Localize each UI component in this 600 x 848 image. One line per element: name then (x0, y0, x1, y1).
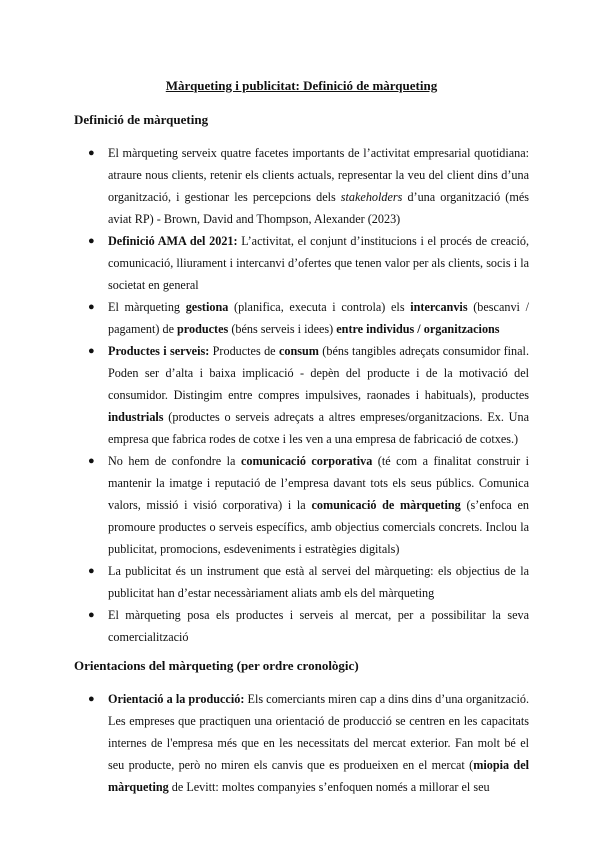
section-heading: Definició de màrqueting (74, 112, 209, 127)
bullet-list (74, 142, 529, 648)
list-item (74, 296, 529, 340)
text-segment: (s’enfoca en promoure productes o serveis específics, amb objectius comercials concrets. Inclou la publicitat, promocions, esdeveniments i estratègies digitals) (108, 498, 529, 556)
section-definicio (74, 112, 529, 648)
bullet-icon: ● (88, 147, 95, 159)
text-segment: (té com a finalitat construir i mantenir la imatge i reputació de l’empresa davant tots els seus públics. Comunica valors, missió i visió corporativa) i la (108, 454, 529, 512)
text-segment: productes (177, 322, 229, 336)
text-segment: Definició AMA del 2021: (108, 234, 238, 248)
bullet-icon: ● (88, 345, 95, 357)
bullet-icon: ● (88, 301, 95, 313)
bullet-icon: ● (88, 609, 95, 621)
text-segment: comunicació corporativa (240, 454, 373, 468)
bullet-icon: ● (88, 693, 95, 705)
text-segment: Productes de (209, 344, 279, 358)
list-item (74, 340, 529, 450)
text-segment: (béns tangibles adreçats consumidor final. Poden ser d’alta i baixa implicació - depèn del producte i de la motivació del consumidor. Distingim entre compres impulsives, raonades i habituals), productes (108, 344, 529, 402)
section-orientacions (74, 658, 529, 798)
list-item (74, 142, 529, 230)
text-segment: d’una organització (més aviat RP) - Brown, David and Thompson, Alexander (2023) (108, 190, 529, 226)
text-segment: La publicitat és un instrument que està al servei del màrqueting: els objectius de la publicitat han d’estar necessàriament aliats amb els del màrqueting (108, 564, 529, 600)
list-item (74, 560, 529, 604)
text-segment: comunicació de màrqueting (311, 498, 461, 512)
text-segment: stakeholders (340, 190, 403, 204)
text-segment: intercanvis (410, 300, 468, 314)
text-segment: El màrqueting (108, 300, 186, 314)
text-segment: Orientació a la producció: (108, 692, 245, 706)
text-segment: industrials (108, 410, 164, 424)
bullet-icon: ● (88, 565, 95, 577)
text-segment: (planifica, executa i controla) els (228, 300, 411, 314)
text-segment: (béns serveis i idees) (228, 322, 337, 336)
text-segment: entre individus / organitzacions (336, 322, 500, 336)
text-segment: L’activitat, el conjunt d’institucions i el procés de creació, comunicació, lliurament i intercanvi d’ofertes que tenen valor per als clients, socis i la societat en general (108, 234, 529, 292)
text-segment: consum (278, 344, 319, 358)
bullet-list (74, 688, 529, 798)
list-item (74, 230, 529, 296)
text-segment: de Levitt: moltes companyies s’enfoquen només a millorar el seu (168, 780, 490, 794)
text-segment: Productes i serveis: (108, 344, 210, 358)
section-heading: Orientacions del màrqueting (per ordre cronològic) (74, 658, 359, 673)
text-segment: (bescanvi / pagament) de (108, 300, 529, 336)
list-item (74, 450, 529, 560)
text-segment: No hem de confondre la (108, 454, 241, 468)
page-title: Màrqueting i publicitat: Definició de màrqueting (165, 78, 438, 93)
bullet-icon: ● (88, 455, 95, 467)
bullet-icon: ● (88, 235, 95, 247)
text-segment: El màrqueting posa els productes i serveis al mercat, per a possibilitar la seva comercialització (108, 608, 529, 644)
list-item (74, 688, 529, 798)
text-segment: Els comerciants miren cap a dins dins d’una organització. Les empreses que practiquen una orientació de producció se centren en les capacitats internes de l'empresa més que en les necessitats del mercat exterior. Fan molt bé el seu producte, però no miren els canvis que es produeixen en el mercat ( (108, 692, 530, 772)
text-segment: (productes o serveis adreçats a altres empreses/organitzacions. Ex. Una empresa que fabrica rodes de cotxe i les ven a una empresa de fabricació de cotxes.) (108, 410, 529, 446)
text-segment: El màrqueting serveix quatre facetes importants de l’activitat empresarial quotidiana: atraure nous clients, retenir els clients actuals, representar la veu del client dins d’una organització, i gestionar les percepcions dels (108, 146, 529, 204)
text-segment: gestiona (185, 300, 229, 314)
list-item (74, 604, 529, 648)
text-segment: miopia del màrqueting (108, 758, 529, 794)
